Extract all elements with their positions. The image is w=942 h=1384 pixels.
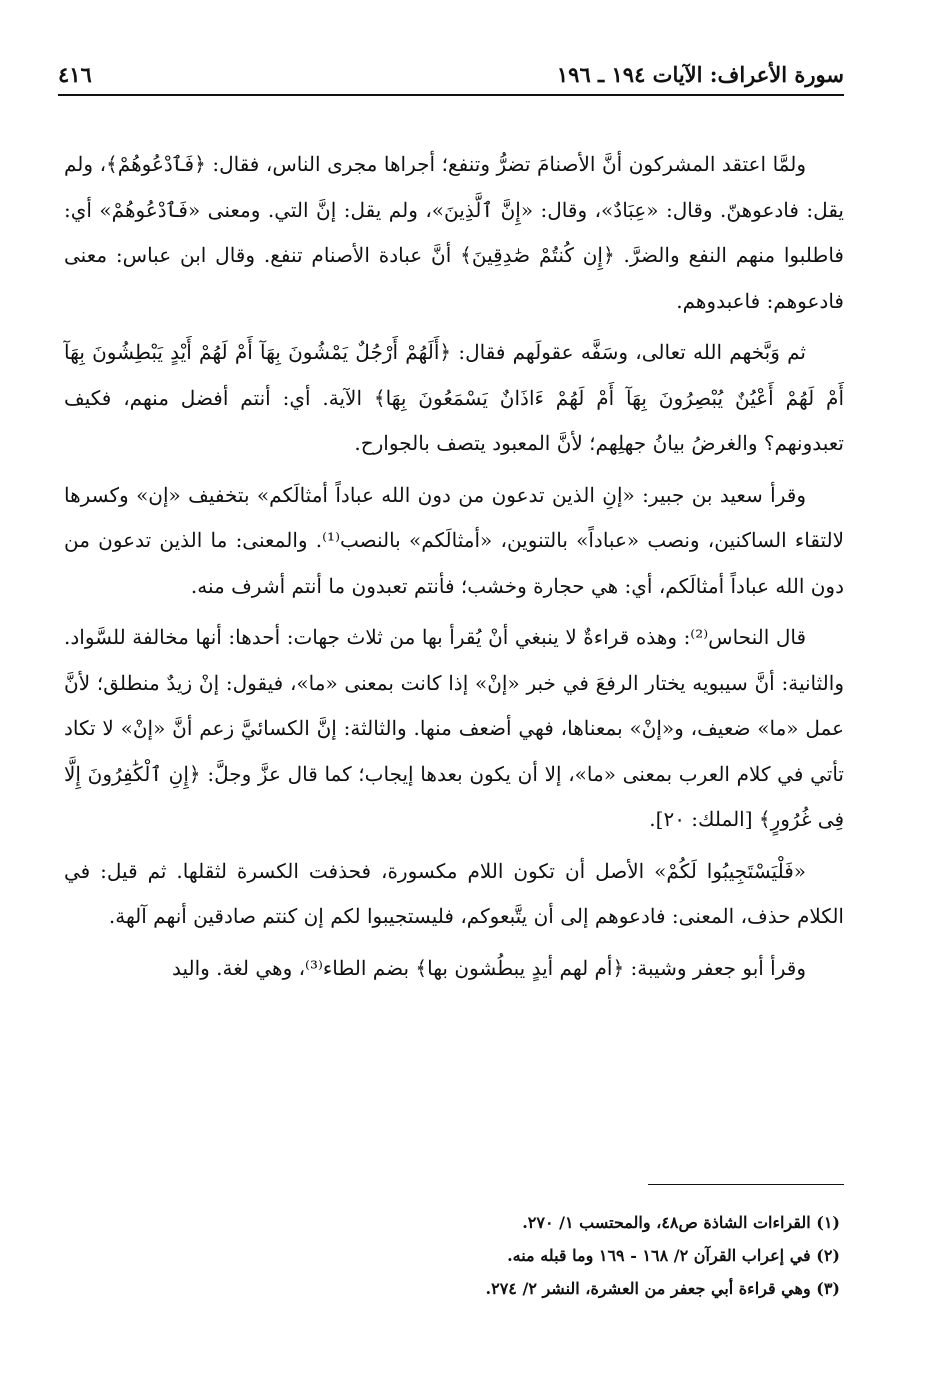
footnote: (٣) وهي قراءة أبي جعفر من العشرة، النشر ٢/ ٢٧٤. — [485, 1279, 840, 1298]
paragraph: وقرأ سعيد بن جبير: «إنِ الذين تدعون من دون الله عباداً أمثالَكم» بتخفيف «إن» وكسرها لالتقاء الساكنين، ونصب «عباداً» بالتنوين، «أمثالَكم» بالنصب⁽¹⁾. والمعنى: ما الذين تدعون من دون الله عباداً أمثالَكم، أي: هي حجارة وخشب؛ فأنتم تعبدون ما أنتم أشرف منه. — [64, 482, 844, 598]
page-number: ٤١٦ — [58, 62, 92, 87]
paragraph: قال النحاس⁽²⁾: وهذه قراءةٌ لا ينبغي أنْ يُقرأ بها من ثلاث جهات: أحدها: أنها مخالفة للسَّواد. والثانية: أنَّ سيبويه يختار الرفعَ في خبر «إنْ» إذا كانت بمعنى «ما»، فيقول: إنْ زيدٌ منطلق؛ لأنَّ عمل «ما» ضعيف، و«إنْ» بمعناها، فهي أضعف منها. والثالثة: إنَّ الكسائيَّ زعم أنَّ «إنْ» لا تكاد تأتي في كلام العرب بمعنى «ما»، إلا أن يكون بعدها إيجاب؛ كما قال عزَّ وجلَّ: ﴿إِنِ ٱلْكَٰفِرُونَ إِلَّا فِى غُرُورٍ﴾ [الملك: ٢٠]. — [64, 625, 844, 831]
footnote: (١) القراءات الشاذة ص٤٨، والمحتسب ١/ ٢٧٠. — [522, 1213, 840, 1232]
main-text — [64, 142, 844, 995]
footnote-divider — [648, 1184, 844, 1185]
paragraph: «فَلْيَسْتَجِيبُوا لَكُمْ» الأصل أن تكون اللام مكسورة، فحذفت الكسرة لثقلها. ثم قيل: في الكلام حذف، المعنى: فادعوهم إلى أن يتَّبعوكم، فليستجيبوا لكم إن كنتم صادقين أنهم آلهة. — [64, 858, 844, 928]
running-header — [58, 58, 844, 92]
paragraph: وقرأ أبو جعفر وشيبة: ﴿أم لهم أيدٍ يبطُشون بها﴾ بضم الطاء⁽³⁾، وهي لغة. واليد — [171, 955, 806, 980]
header-divider — [58, 94, 844, 96]
header-title: سورة الأعراف: الآيات ١٩٤ ـ ١٩٦ — [556, 62, 844, 87]
footnotes — [64, 1206, 840, 1305]
paragraph: ولمَّا اعتقد المشركون أنَّ الأصنامَ تضرُّ وتنفع؛ أجراها مجرى الناس، فقال: ﴿فَٱدْعُوهُمْ﴾، ولم يقل: فادعوهنّ. وقال: «عِبَادٌ»، وقال: «إِنَّ ٱلَّذِينَ»، ولم يقل: إنَّ التي. ومعنى «فَٱدْعُوهُمْ» أي: فاطلبوا منهم النفع والضرَّ. ﴿إِن كُنتُمْ صَٰدِقِينَ﴾ أنَّ عبادة الأصنام تنفع. وقال ابن عباس: معنى فادعوهم: فاعبدوهم. — [64, 152, 844, 313]
footnote: (٢) في إعراب القرآن ٢/ ١٦٨ - ١٦٩ وما قبله منه. — [507, 1246, 840, 1265]
paragraph: ثم وَبَّخهم الله تعالى، وسَفَّه عقولَهم فقال: ﴿أَلَهُمْ أَرْجُلٌ يَمْشُونَ بِهَآ أَمْ لَهُمْ أَيْدٍ يَبْطِشُونَ بِهَآ أَمْ لَهُمْ أَعْيُنٌ يُبْصِرُونَ بِهَآ أَمْ لَهُمْ ءَاذَانٌ يَسْمَعُونَ بِهَا﴾ الآية. أي: أنتم أفضل منهم، فكيف تعبدونهم؟ والغرضُ بيانُ جهلِهم؛ لأنَّ المعبود يتصف بالجوارح. — [64, 340, 844, 455]
